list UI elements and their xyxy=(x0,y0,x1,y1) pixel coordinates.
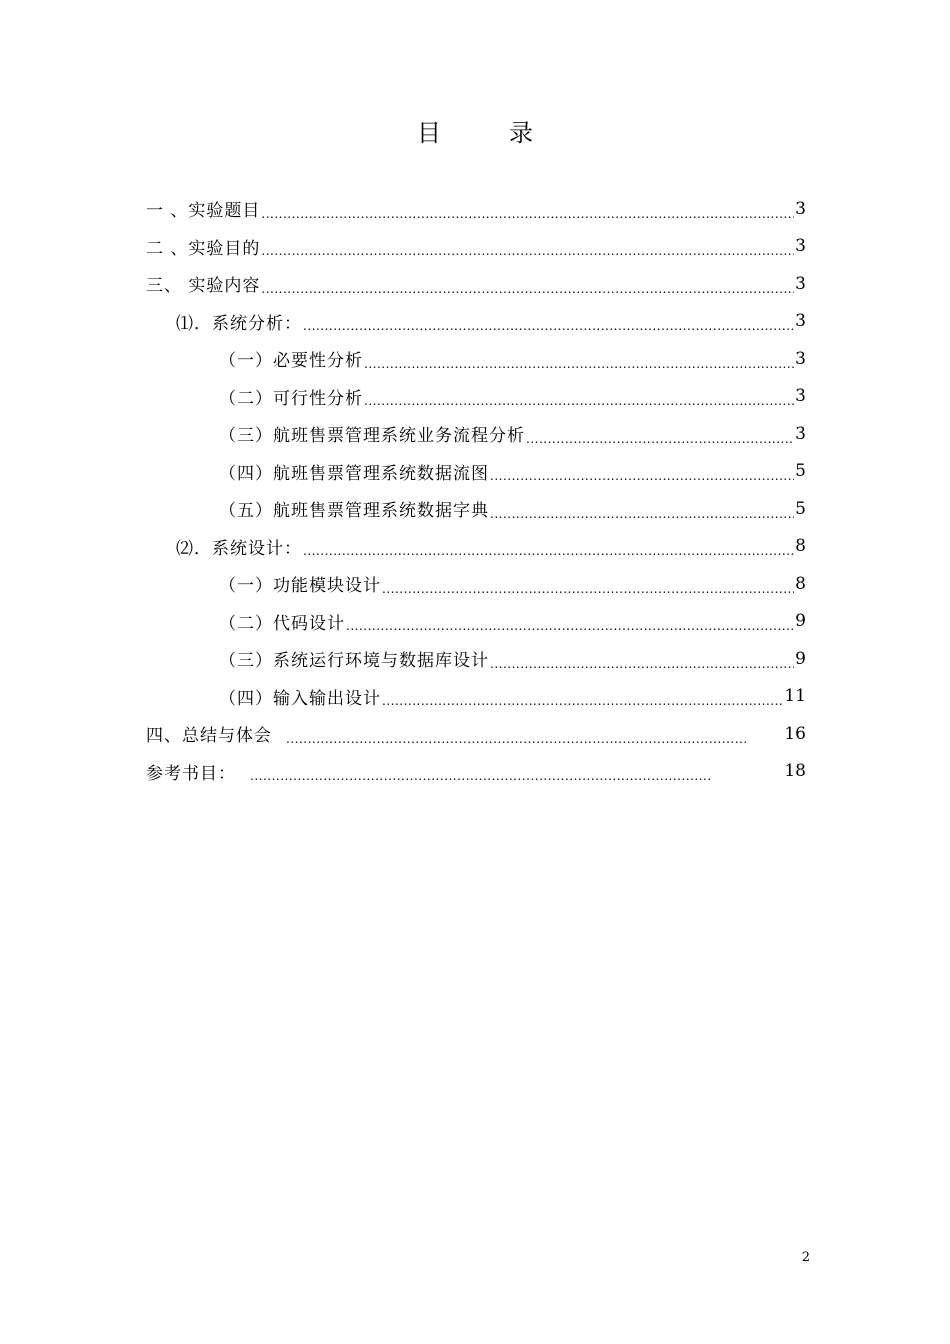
toc-entry[interactable] xyxy=(146,490,806,528)
toc-entry-page: 8 xyxy=(795,536,806,557)
toc-entry-page: 18 xyxy=(784,761,806,782)
toc-leader-dots xyxy=(303,543,794,557)
toc-entry[interactable] xyxy=(146,303,806,341)
toc-entry[interactable] xyxy=(146,340,806,378)
toc-leader-dots xyxy=(382,693,783,707)
page-title-part1: 目 xyxy=(417,119,441,147)
toc-entry-page: 3 xyxy=(795,423,806,444)
toc-entry-page: 3 xyxy=(795,311,806,332)
toc-leader-dots xyxy=(364,393,794,407)
toc-entry-label: 四、总结与体会 xyxy=(146,726,272,747)
toc-entry-page: 16 xyxy=(784,723,806,744)
toc-entry-page: 11 xyxy=(784,686,806,707)
toc-leader-dots xyxy=(261,281,794,295)
toc-entry[interactable] xyxy=(146,565,806,603)
toc-leader-dots xyxy=(250,768,710,782)
toc-entry[interactable] xyxy=(146,678,806,716)
toc-entry-label: （二）代码设计 xyxy=(219,613,345,634)
toc-entry-label: 三、 实验内容 xyxy=(146,276,261,297)
toc-leader-dots xyxy=(286,731,746,745)
toc-leader-dots xyxy=(261,243,794,257)
toc-leader-dots xyxy=(346,618,794,632)
toc-entry-page: 3 xyxy=(795,348,806,369)
toc-entry-label: （一）必要性分析 xyxy=(219,351,363,372)
toc-entry-label: 一 、实验题目 xyxy=(146,201,261,222)
toc-entry-page: 8 xyxy=(795,573,806,594)
toc-entry-label: （一）功能模块设计 xyxy=(219,576,381,597)
toc-entry-page: 9 xyxy=(795,648,806,669)
toc-entry-label: ⑵．系统设计： xyxy=(176,538,302,559)
toc-entry[interactable] xyxy=(146,640,806,678)
toc-leader-dots xyxy=(490,468,794,482)
toc-entry-page: 3 xyxy=(795,236,806,257)
toc-entry-page: 3 xyxy=(795,386,806,407)
toc-entry[interactable] xyxy=(146,190,806,228)
toc-entry-label: （三）航班售票管理系统业务流程分析 xyxy=(219,426,525,447)
toc-entry-label: （四）航班售票管理系统数据流图 xyxy=(219,463,489,484)
toc-entry-page: 3 xyxy=(795,198,806,219)
toc-leader-dots xyxy=(490,656,794,670)
toc-entry[interactable] xyxy=(146,603,806,641)
page-number: 2 xyxy=(801,1250,810,1265)
toc-leader-dots xyxy=(261,206,794,220)
toc-entry-label: 参考书目： xyxy=(146,763,236,784)
toc-entry-page: 9 xyxy=(795,611,806,632)
toc-entry-label: ⑴．系统分析： xyxy=(176,313,302,334)
toc-leader-dots xyxy=(364,356,794,370)
toc-entry[interactable] xyxy=(146,265,806,303)
toc-leader-dots xyxy=(526,431,794,445)
toc-entry[interactable] xyxy=(146,528,806,566)
toc-entry[interactable] xyxy=(146,453,806,491)
toc-entry-page: 5 xyxy=(795,498,806,519)
toc-leader-dots xyxy=(382,581,794,595)
toc-leader-dots xyxy=(303,318,794,332)
toc-entry[interactable] xyxy=(146,753,806,791)
toc-entry-label: （三）系统运行环境与数据库设计 xyxy=(219,651,489,672)
toc-entry[interactable] xyxy=(146,715,806,753)
toc-entry-label: （四）输入输出设计 xyxy=(219,688,381,709)
toc-entry-label: （五）航班售票管理系统数据字典 xyxy=(219,501,489,522)
table-of-contents xyxy=(146,190,806,790)
toc-entry[interactable] xyxy=(146,228,806,266)
toc-entry-page: 3 xyxy=(795,273,806,294)
page-title-part2: 录 xyxy=(509,119,533,147)
page-title xyxy=(0,116,950,150)
toc-leader-dots xyxy=(490,506,794,520)
toc-entry[interactable] xyxy=(146,378,806,416)
toc-entry-label: （二）可行性分析 xyxy=(219,388,363,409)
toc-entry-page: 5 xyxy=(795,461,806,482)
toc-entry[interactable] xyxy=(146,415,806,453)
toc-entry-label: 二 、实验目的 xyxy=(146,238,261,259)
